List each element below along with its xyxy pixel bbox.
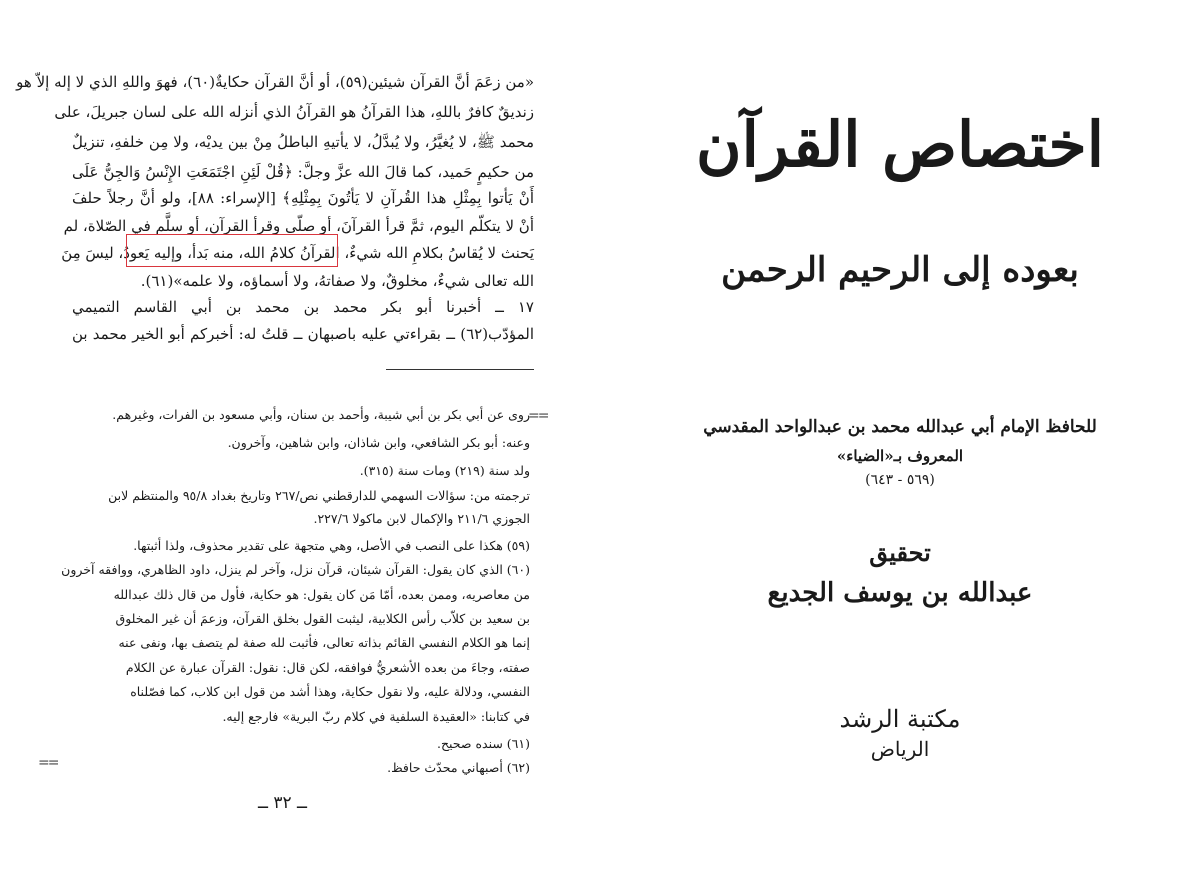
main-text-line: «من زعَمَ أنَّ القرآن شيئين(٥٩)، أو أنَّ القرآن حكايةٌ(٦٠)، فهوَ واللهِ الذي لا إله إلاّ هو xyxy=(16,73,534,91)
footnote-line: ولد سنة (٢١٩) ومات سنة (٣١٥). xyxy=(359,463,530,478)
author-known-as: المعروف بـ«الضياء» xyxy=(836,447,964,465)
footnote-line: (٦١) سنده صحيح. xyxy=(436,736,530,751)
author-name: للحافظ الإمام أبي عبدالله محمد بن عبدالواحد المقدسي xyxy=(703,417,1097,437)
book-title: اختصاص القرآن xyxy=(696,108,1104,181)
right-page xyxy=(600,0,1200,874)
page-number: ــ ٣٢ ــ xyxy=(258,793,308,813)
footnote-line: الجوزي ٢١١/٦ والإكمال لابن ماكولا ٢٢٧/٦. xyxy=(313,511,530,526)
footnote-line: إنما هو الكلام النفسي القائم بذاته تعالى، فأثبت لله صفة لم يتصف بها، ونفى عنه xyxy=(118,635,530,650)
editor-name: عبدالله بن يوسف الجديع xyxy=(767,578,1033,608)
main-text-line: المؤدّب(٦٢) ــ بقراءتي عليه باصبهان ــ قلتُ له: أخبركم أبو الخير محمد بن xyxy=(72,325,534,343)
footnote-line: وعنه: أبو بكر الشافعي، وابن شاذان، وابن شاهين، وآخرون. xyxy=(227,435,530,450)
publisher-city: الرياض xyxy=(870,737,930,761)
footnote-divider xyxy=(386,369,534,370)
footnote-line: روى عن أبي بكر بن أبي شيبة، وأحمد بن سنان، وأبي مسعود بن الفرات، وغيرهم. xyxy=(112,407,530,422)
main-text-line: الله تعالى شيءٌ، مخلوقٌ، ولا صفاتهُ، ولا أسماؤه، ولا علمه»(٦١). xyxy=(140,272,534,290)
footnote-line: (٦٠) الذي كان يقول: القرآن شيئان، قرآن نزل، وآخر لم ينزل، داود الظاهري، ووافقه آخرون xyxy=(61,562,530,577)
main-text-line: من حكيمٍ حَميد، كما قالَ الله عزَّ وجلَّ: ﴿قُلْ لَئِنِ اجْتَمَعَتِ الإِنْسُ وَالجِنُّ عَلَى xyxy=(72,163,534,181)
footnote-line: ترجمته من: سؤالات السهمي للدارقطني نص/٢٦٧ وتاريخ بغداد ٩٥/٨ والمنتظم لابن xyxy=(108,488,530,503)
footnote-line: صفته، وجاءَ من بعده الأشعريُّ فوافقه، لكن قال: نقول: القرآن عبارة عن الكلام xyxy=(125,660,530,675)
publisher-name: مكتبة الرشد xyxy=(839,705,961,733)
footnote-line: (٦٢) أصبهاني محدّث حافظ. xyxy=(387,760,530,775)
highlight-box xyxy=(126,234,338,267)
author-dates: (٥٦٩ - ٦٤٣) xyxy=(865,472,935,488)
margin-mark: == xyxy=(38,755,58,771)
main-text-line: أَنْ يَأتوا بِمِثْلِ هذا القُرآنِ لا يَأتُونَ بِمِثْلِهِ﴾ [الإسراء: ٨٨]، ولو أنَّ رجلاً حلفَ xyxy=(72,189,534,207)
footnote-line: بن سعيد بن كلاّب رأس الكلابية، ليثبت القول بخلق القرآن، وزعمَ أن غير المخلوق xyxy=(115,611,530,626)
book-subtitle: بعوده إلى الرحيم الرحمن xyxy=(721,250,1079,290)
footnote-line: في كتابنا: «العقيدة السلفية في كلام ربّ البرية» فارجع إليه. xyxy=(222,709,530,724)
tahqiq-label: تحقيق xyxy=(869,538,931,567)
footnote-line: (٥٩) هكذا على النصب في الأصل، وهي متجهة على تقدير محذوف، ولذا أثبتها. xyxy=(133,538,530,553)
footnote-line: النفسي، ودلالة عليه، ولا نقول حكاية، وهذا أشد من قول ابن كلاب، كما فصّلناه xyxy=(130,684,530,699)
main-text-line: ١٧ ــ أخبرنا أبو بكر محمد بن محمد بن أبي القاسم التميمي xyxy=(72,298,534,316)
margin-mark: == xyxy=(528,408,548,424)
main-text-line: يَحنث لا يُقاسُ بكلامِ الله شيءٌ، القرآنُ كلامُ الله، منه بَدأ، وإليه يَعودُ، ليسَ مِنَ xyxy=(61,244,534,262)
main-text-line: أنْ لا يتكلّم اليوم، ثمَّ قرأ القرآنَ، أو صلّى وقرأ القرآن، أو سلَّم في الصّلاة، لم xyxy=(63,217,534,235)
main-text-line: زنديقٌ كافرٌ باللهِ، هذا القرآنُ هو القرآنُ الذي أنزله الله على لسان جبريلَ، على xyxy=(54,103,534,121)
footnote-line: من معاصريه، وممن بعده، أمّا مَن كان يقول: هو حكاية، فأول من قال ذلك عبدالله xyxy=(113,587,530,602)
main-text-line: محمد ﷺ، لا يُغيَّرُ، ولا يُبدَّلُ، لا يأتيهِ الباطلُ مِنْ بين يديْه، ولا مِن خلفهِ، تنزيلٌ xyxy=(72,133,534,151)
